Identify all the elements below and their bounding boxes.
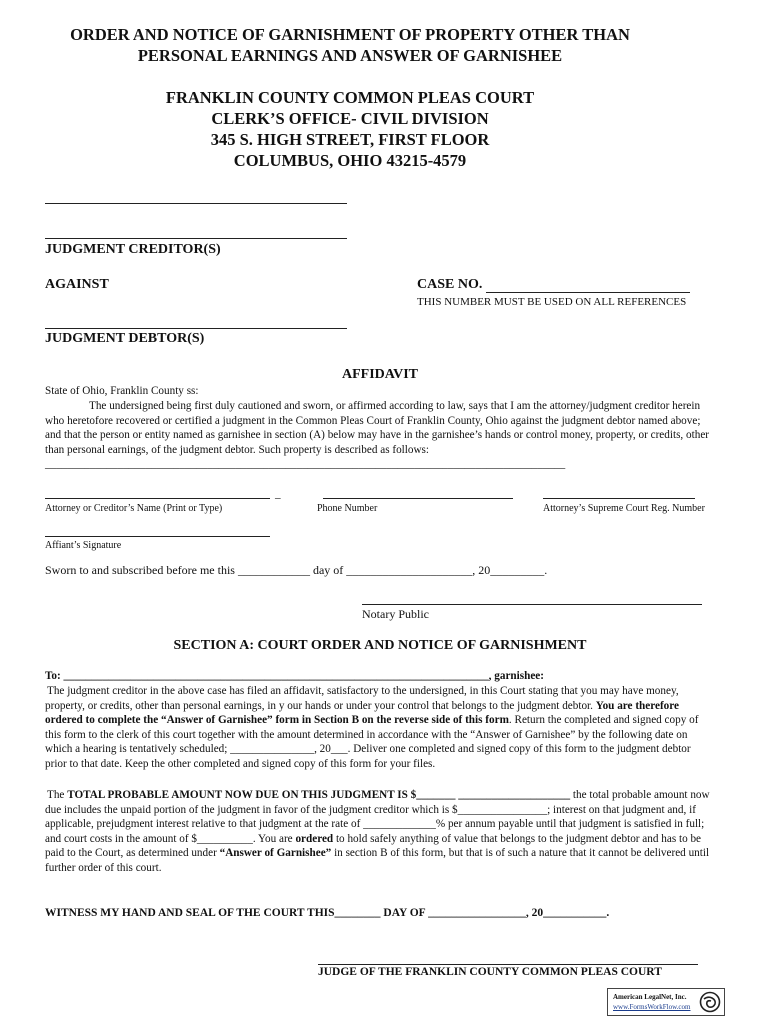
paragraph-1-order-text: You are therefore ordered to complete the “Answer of Garnishee” form in Section B on the reverse side of this form [45,699,680,727]
witness-line: WITNESS MY HAND AND SEAL OF THE COURT THIS________ DAY OF _________________, 20___________. [45,907,610,919]
judgment-creditor-label: JUDGMENT CREDITOR(S) [45,242,221,257]
total-probable-amount-text: TOTAL PROBABLE AMOUNT NOW DUE ON THIS JUDGMENT IS $_______ ____________________ [67,789,571,801]
court-division: CLERK’S OFFICE- CIVIL DIVISION [211,109,489,128]
form-title-line1: ORDER AND NOTICE OF GARNISHMENT OF PROPERTY OTHER THAN [70,25,630,44]
globe-icon [699,991,721,1013]
attorney-name-line[interactable] [45,498,270,499]
notary-public-caption: Notary Public [362,607,429,621]
paragraph-1-text-a: The judgment creditor in the above case has filed an affidavit, satisfactory to the undersigned, in this Court stating that you may have money, property, or credits, other than personal earnings, in y our hands or under your control that belongs to the judgment debtor. [45,685,679,712]
sworn-statement: Sworn to and subscribed before me this ____________ day of _____________________, 20_________. [45,563,548,577]
judge-signature-line[interactable] [318,964,698,965]
reg-number-line[interactable] [543,498,695,499]
paragraph-2-text-c: to hold safely anything of value that belongs to the judgment debtor and has to be paid to the Court, as determined under [45,832,702,860]
case-number-note: THIS NUMBER MUST BE USED ON ALL REFERENCES [417,296,687,308]
section-a-heading: SECTION A: COURT ORDER AND NOTICE OF GARNISHMENT [173,638,587,653]
section-a-paragraph-1 [45,684,713,772]
case-number-field[interactable] [486,292,690,293]
ordered-text: ordered [295,832,334,845]
court-street: 345 S. HIGH STREET, FIRST FLOOR [210,130,490,149]
garnishee-to-line: To: ____________________________________________________________________________, garnishee: [45,670,544,682]
phone-number-caption: Phone Number [317,503,378,514]
paragraph-2-text-b: the total probable amount now due includes the unpaid portion of the judgment in favor of the judgment creditor which is $________________; interest on that judgment and, if applicable, prejudgment interest relative to that judgment at the rate of _____________% per annum payable until that judgment is satisfied in full; and court costs in the amount of $__________. You are [45,789,710,845]
judge-caption: JUDGE OF THE FRANKLIN COUNTY COMMON PLEAS COURT [318,966,662,978]
paragraph-2-text-d: in section B of this form, but that is of such a nature that it cannot be delivered until further order of this court. [45,847,710,874]
notary-signature-line[interactable] [362,604,702,605]
judgment-debtor-label: JUDGMENT DEBTOR(S) [45,331,205,346]
section-a-paragraph-2 [45,788,713,876]
signature-dash: _ [275,488,281,500]
paragraph-1-text-b: . Return the completed and signed copy of this form to the clerk of this court together with the amount determined in accordance with the “Answer of Garnishee” by the following date on which a hearing is tentatively scheduled; _______________, 20___. Deliver one completed and signed copy of this form to the judgment debtor prior to that date. Keep the other completed and signed copy of this form for your files. [45,714,699,770]
logo-company-name: American LegalNet, Inc. [613,993,687,1001]
american-legalnet-logo [607,988,725,1016]
affidavit-text: The undersigned being first duly cautioned and sworn, or affirmed according to law, says that I am the attorney/judgment creditor herein who heretofore recovered or certified a judgment in the Common Pleas Court of Franklin County, Ohio against the judgment debtor named above; and that the person or entity named as garnishee in section (A) below may have in the garnishee’s hands or control money, property, or credits, other than personal earnings, of the judgment debtor. Such property is described as follows: _____________________________________________________________________________________________ [45,400,710,471]
phone-number-line[interactable] [323,498,513,499]
against-label: AGAINST [45,277,109,292]
case-no-label: CASE NO. [417,277,483,292]
affidavit-venue: State of Ohio, Franklin County ss: [45,385,199,397]
attorney-name-caption: Attorney or Creditor’s Name (Print or Type) [45,503,223,514]
court-name: FRANKLIN COUNTY COMMON PLEAS COURT [165,88,535,107]
reg-number-caption: Attorney’s Supreme Court Reg. Number [543,503,705,514]
creditor-name-line-2[interactable] [45,238,347,239]
paragraph-2-the: The [47,789,65,801]
court-city: COLUMBUS, OHIO 43215-4579 [233,151,467,170]
debtor-name-line[interactable] [45,328,347,329]
form-title-line2: PERSONAL EARNINGS AND ANSWER OF GARNISHEE [137,46,563,65]
affidavit-heading: AFFIDAVIT [342,367,418,382]
answer-of-garnishee-text: “Answer of Garnishee” [219,847,332,860]
affiant-signature-line[interactable] [45,536,270,537]
affiant-signature-caption: Affiant’s Signature [45,540,122,551]
logo-website: www.FormsWorkFlow.com [613,1003,691,1011]
creditor-name-line-1[interactable] [45,203,347,204]
